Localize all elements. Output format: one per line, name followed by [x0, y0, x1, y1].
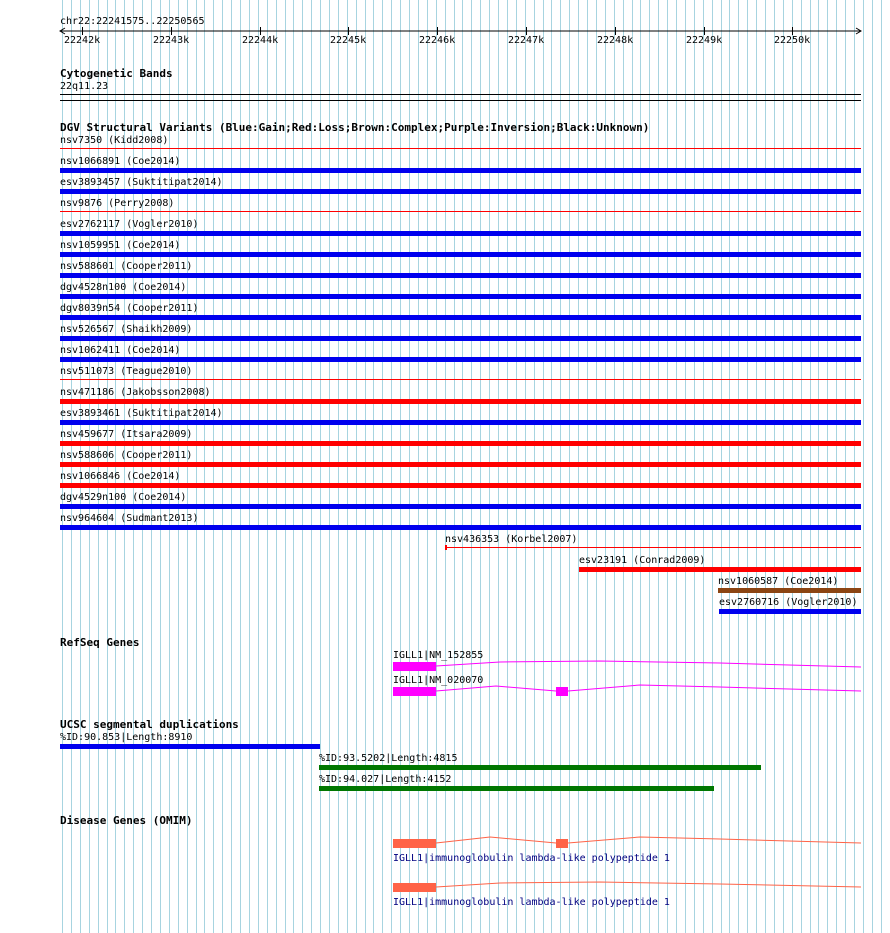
dgv-feature-label: dgv8039n54 (Cooper2011) [60, 303, 199, 314]
dgv-feature-label: esv2762117 (Vogler2010) [60, 219, 199, 230]
dgv-feature-label: esv3893461 (Suktitipat2014) [60, 408, 223, 419]
dgv-feature-label: nsv526567 (Shaikh2009) [60, 324, 193, 335]
ruler-tick-label: 22242k [64, 35, 101, 46]
omim-gene-label: IGLL1|immunoglobulin lambda-like polypeptide 1 [393, 897, 670, 908]
ruler-tick-label: 22246k [419, 35, 456, 46]
refseq-track-title: RefSeq Genes [60, 636, 140, 649]
dgv-feature-label: nsv511073 (Teague2010) [60, 366, 193, 377]
segdup-label: %ID:90.853|Length:8910 [60, 732, 193, 743]
dgv-feature-label: nsv471186 (Jakobsson2008) [60, 387, 211, 398]
ruler-tick-label: 22244k [242, 35, 279, 46]
dgv-feature-label: nsv1059951 (Coe2014) [60, 240, 181, 251]
dgv-feature-label: nsv7350 (Kidd2008) [60, 135, 169, 146]
region-label: chr22:22241575..22250565 [60, 16, 205, 27]
dgv-feature-label: nsv1066891 (Coe2014) [60, 156, 181, 167]
ruler-tick-label: 22248k [597, 35, 634, 46]
dgv-feature-label: esv23191 (Conrad2009) [579, 555, 706, 566]
dgv-feature-label: nsv964604 (Sudmant2013) [60, 513, 199, 524]
segdup-label: %ID:94.027|Length:4152 [319, 774, 452, 785]
dgv-feature-label: nsv9876 (Perry2008) [60, 198, 175, 209]
omim-track-title: Disease Genes (OMIM) [60, 814, 193, 827]
dgv-feature-label: esv3893457 (Suktitipat2014) [60, 177, 223, 188]
ruler-tick-label: 22250k [774, 35, 811, 46]
ruler-tick-label: 22249k [686, 35, 723, 46]
ruler-tick-label: 22247k [508, 35, 545, 46]
refseq-gene-label: IGLL1|NM_020070 [393, 675, 484, 686]
dgv-feature-label: nsv459677 (Itsara2009) [60, 429, 193, 440]
ruler-tick-label: 22243k [153, 35, 190, 46]
cytoband-label: 22q11.23 [60, 81, 109, 92]
dgv-feature-label: esv2760716 (Vogler2010) [719, 597, 858, 608]
dgv-feature-label: dgv4528n100 (Coe2014) [60, 282, 187, 293]
segdup-label: %ID:93.5202|Length:4815 [319, 753, 458, 764]
dgv-track-title: DGV Structural Variants (Blue:Gain;Red:Loss;Brown:Complex;Purple:Inversion;Black:Unknown) [60, 121, 650, 134]
refseq-gene-label: IGLL1|NM_152855 [393, 650, 484, 661]
dgv-feature-label: nsv1060587 (Coe2014) [718, 576, 839, 587]
cytoband-track-title: Cytogenetic Bands [60, 67, 173, 80]
dgv-feature-label: nsv1066846 (Coe2014) [60, 471, 181, 482]
dgv-feature-label: nsv588606 (Cooper2011) [60, 450, 193, 461]
dgv-feature-label: nsv436353 (Korbel2007) [445, 534, 578, 545]
ruler-tick-label: 22245k [330, 35, 367, 46]
dgv-feature-label: nsv588601 (Cooper2011) [60, 261, 193, 272]
segdup-track-title: UCSC segmental duplications [60, 718, 239, 731]
dgv-feature-label: dgv4529n100 (Coe2014) [60, 492, 187, 503]
omim-gene-label: IGLL1|immunoglobulin lambda-like polypeptide 1 [393, 853, 670, 864]
dgv-feature-label: nsv1062411 (Coe2014) [60, 345, 181, 356]
